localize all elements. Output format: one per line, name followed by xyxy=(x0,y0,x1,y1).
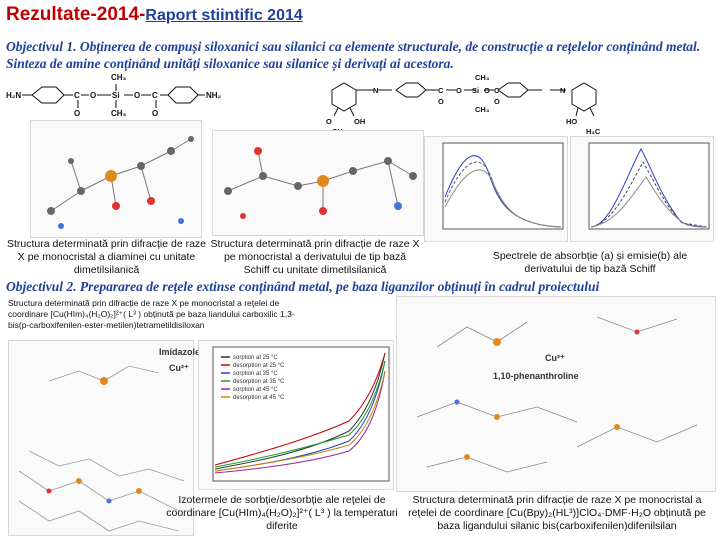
mol2-label: O xyxy=(494,97,500,106)
phenanthroline-label: 1,10-phenanthroline xyxy=(493,371,579,381)
caption-schiff-base-structure: Structura determinată prin difracție de raze X pe monocristal a derivatului de tip bază Schiff cu unitate dimetilsilanică xyxy=(210,238,420,276)
caption-coordination-network-1: Structura determinată prin difracție de raze X pe monocristal a rețelei de coordinare [Cu(HIm)₄(H₂O)₂]²⁺( L³ ) obținută pe baza liandului carboxilic 1,3-bis(p-carboxifenilen-ester-metilen)tetrametildisiloxan xyxy=(8,298,295,330)
mol1-label: O xyxy=(90,91,97,100)
caption-spectra: Spectrele de absorbție (a) și emisie(b) ale derivatului de tip bază Schiff xyxy=(492,250,688,275)
mol2-label: H₃C xyxy=(586,127,601,136)
mol1-label: CH₃ xyxy=(111,73,127,82)
mol1-label: O xyxy=(74,109,81,118)
cu-label: Cu²⁺ xyxy=(169,363,189,373)
mol2-label: C xyxy=(494,86,500,95)
sorption-isotherms-plot xyxy=(198,340,394,490)
cu2-label: Cu²⁺ xyxy=(545,353,565,363)
mol1-label: C xyxy=(152,91,158,100)
mol1-label: O xyxy=(134,91,141,100)
mol1-label: O xyxy=(152,109,159,118)
coordination-network-phenanthroline-image xyxy=(396,296,716,492)
sorption-legend-item: desorption at 35 °C xyxy=(233,379,285,385)
crystal-structure-diamine-image xyxy=(30,120,202,238)
mol2-label: O xyxy=(456,86,462,95)
title-link[interactable]: Raport stiintific 2014 xyxy=(145,7,303,24)
page-title xyxy=(6,4,303,26)
mol2-label: N xyxy=(373,86,379,95)
mol1-label: H₂N xyxy=(6,91,22,100)
diamine-molecule-figure xyxy=(4,72,234,120)
mol1-label: Si xyxy=(112,91,120,100)
mol2-label: C xyxy=(438,86,444,95)
mol2-label: CH₃ xyxy=(475,73,490,82)
caption-diamine-structure: Structura determinată prin difracție de raze X pe monocristal a diaminei cu unitate dimetilsilanică xyxy=(6,238,206,276)
mol1-label: CH₃ xyxy=(111,109,127,118)
crystal-structure-schiff-base-image xyxy=(212,130,424,236)
sorption-legend-item: desorption at 45 °C xyxy=(233,395,285,401)
mol2-label: OH xyxy=(354,117,366,126)
caption-coordination-network-2: Structura determinată prin difracție de raze X pe monocristal a rețelei de coordinare [Cu(Bpy)₂(HL³)]ClO₄·DMF·H₂O obținută pe baza ligandului silanic bis(carboxifenilen)difenilsilan xyxy=(408,494,706,532)
mol2-label: Si xyxy=(472,86,480,95)
caption-sorption-isotherms: Izotermele de sorbție/desorbție ale rețelei de coordinare [Cu(HIm)₄(H₂O)₂]²⁺( L³ ) la temperaturi diferite xyxy=(166,494,398,532)
mol2-label: HO xyxy=(566,117,578,126)
mol2-label: N xyxy=(560,86,566,95)
sorption-legend-item: sorption at 45 °C xyxy=(233,387,278,393)
sorption-legend-item: sorption at 25 °C xyxy=(233,355,278,361)
schiff-base-molecule-figure xyxy=(320,72,710,136)
mol2-label: CH₃ xyxy=(475,105,490,114)
objective-2-text: Objectivul 2. Prepararea de rețele extinse conținând metal, pe baza liganzilor obținuți în cadrul proiectului xyxy=(6,279,600,294)
mol2-label: O xyxy=(484,86,490,95)
title-prefix: Rezultate-2014- xyxy=(6,4,146,25)
mol1-label: C xyxy=(74,91,80,100)
emission-spectrum-plot xyxy=(570,136,714,242)
mol2-label: CH₃ xyxy=(332,127,347,136)
sorption-legend-item: sorption at 35 °C xyxy=(233,371,278,377)
mol2-label: O xyxy=(326,117,332,126)
absorption-spectrum-plot xyxy=(424,136,568,242)
objective-1-text: Objectivul 1. Obținerea de compuși siloxanici sau silanici ca elemente structurale, de construcție a rețelelor conținând metal. Sinteza de amine conținând unități siloxanice sau silanice și derivați ai acestora. xyxy=(6,39,701,71)
mol2-label: O xyxy=(438,97,444,106)
sorption-legend-item: desorption at 25 °C xyxy=(233,363,285,369)
imidazole-label: Imidazole xyxy=(159,347,201,357)
mol1-label: NH₂ xyxy=(206,91,222,100)
